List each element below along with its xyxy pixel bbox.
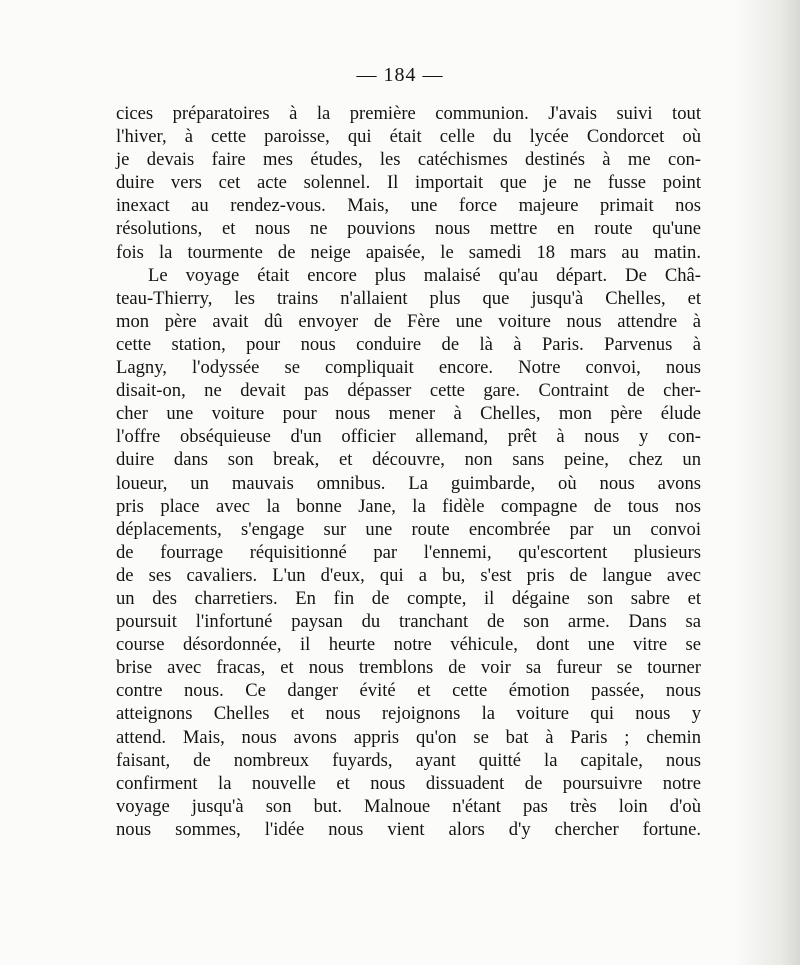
text-line: duire dans son break, et découvre, non sans peine, chez un <box>116 449 701 471</box>
text-line: un des charretiers. En fin de compte, il dégaine son sabre et <box>116 587 701 609</box>
text-line: nous sommes, l'idée nous vient alors d'y chercher fortune. <box>116 818 701 840</box>
text-line: confirment la nouvelle et nous dissuadent de poursuivre notre <box>116 772 701 794</box>
text-line: teau-Thierry, les trains n'allaient plus que jusqu'à Chelles, et <box>116 287 701 309</box>
text-line: cette station, pour nous conduire de là à Paris. Parvenus à <box>116 333 701 355</box>
text-line: de fourrage réquisitionné par l'ennemi, qu'escortent plusieurs <box>116 541 701 563</box>
text-line: contre nous. Ce danger évité et cette émotion passée, nous <box>116 680 701 702</box>
text-line: poursuit l'infortuné paysan du tranchant de son arme. Dans sa <box>116 611 701 633</box>
text-line: pris place avec la bonne Jane, la fidèle compagne de tous nos <box>116 495 701 517</box>
text-line: attend. Mais, nous avons appris qu'on se bat à Paris ; chemin <box>116 726 701 748</box>
page-edge-shadow <box>736 0 800 965</box>
text-line: Le voyage était encore plus malaisé qu'au départ. De Châ- <box>148 264 701 286</box>
text-line: disait-on, ne devait pas dépasser cette gare. Contraint de cher- <box>116 380 701 402</box>
text-line: je devais faire mes études, les catéchismes destinés à me con- <box>116 149 701 171</box>
text-line: mon père avait dû envoyer de Fère une voiture nous attendre à <box>116 310 701 332</box>
text-line: faisant, de nombreux fuyards, ayant quitté la capitale, nous <box>116 749 701 771</box>
paragraph-2 <box>116 264 701 841</box>
text-line: loueur, un mauvais omnibus. La guimbarde, où nous avons <box>116 472 701 494</box>
page-number: — 184 — <box>356 64 444 86</box>
text-line: l'hiver, à cette paroisse, qui était celle du lycée Condorcet où <box>116 126 701 148</box>
text-line: déplacements, s'engage sur une route encombrée par un convoi <box>116 518 701 540</box>
text-line: de ses cavaliers. L'un d'eux, qui a bu, s'est pris de langue avec <box>116 564 701 586</box>
text-line: Lagny, l'odyssée se compliquait encore. Notre convoi, nous <box>116 357 701 379</box>
text-line: cices préparatoires à la première communion. J'avais suivi tout <box>116 103 701 124</box>
body-text <box>116 102 701 841</box>
text-line: brise avec fracas, et nous tremblons de voir sa fureur se tourner <box>116 657 701 679</box>
text-line: atteignons Chelles et nous rejoignons la voiture qui nous y <box>116 703 701 725</box>
text-line: voyage jusqu'à son but. Malnoue n'étant pas très loin d'où <box>116 795 701 817</box>
text-line: résolutions, et nous ne pouvions nous mettre en route qu'une <box>116 218 701 240</box>
text-line: duire vers cet acte solennel. Il importait que je ne fusse point <box>116 172 701 194</box>
paragraph-1 <box>116 102 701 264</box>
text-line: cher une voiture pour nous mener à Chelles, mon père élude <box>116 403 701 425</box>
text-line: fois la tourmente de neige apaisée, le samedi 18 mars au matin. <box>116 241 701 263</box>
text-line: l'offre obséquieuse d'un officier allemand, prêt à nous y con- <box>116 426 701 448</box>
text-line: inexact au rendez-vous. Mais, une force majeure primait nos <box>116 195 701 217</box>
text-line: course désordonnée, il heurte notre véhicule, dont une vitre se <box>116 634 701 656</box>
